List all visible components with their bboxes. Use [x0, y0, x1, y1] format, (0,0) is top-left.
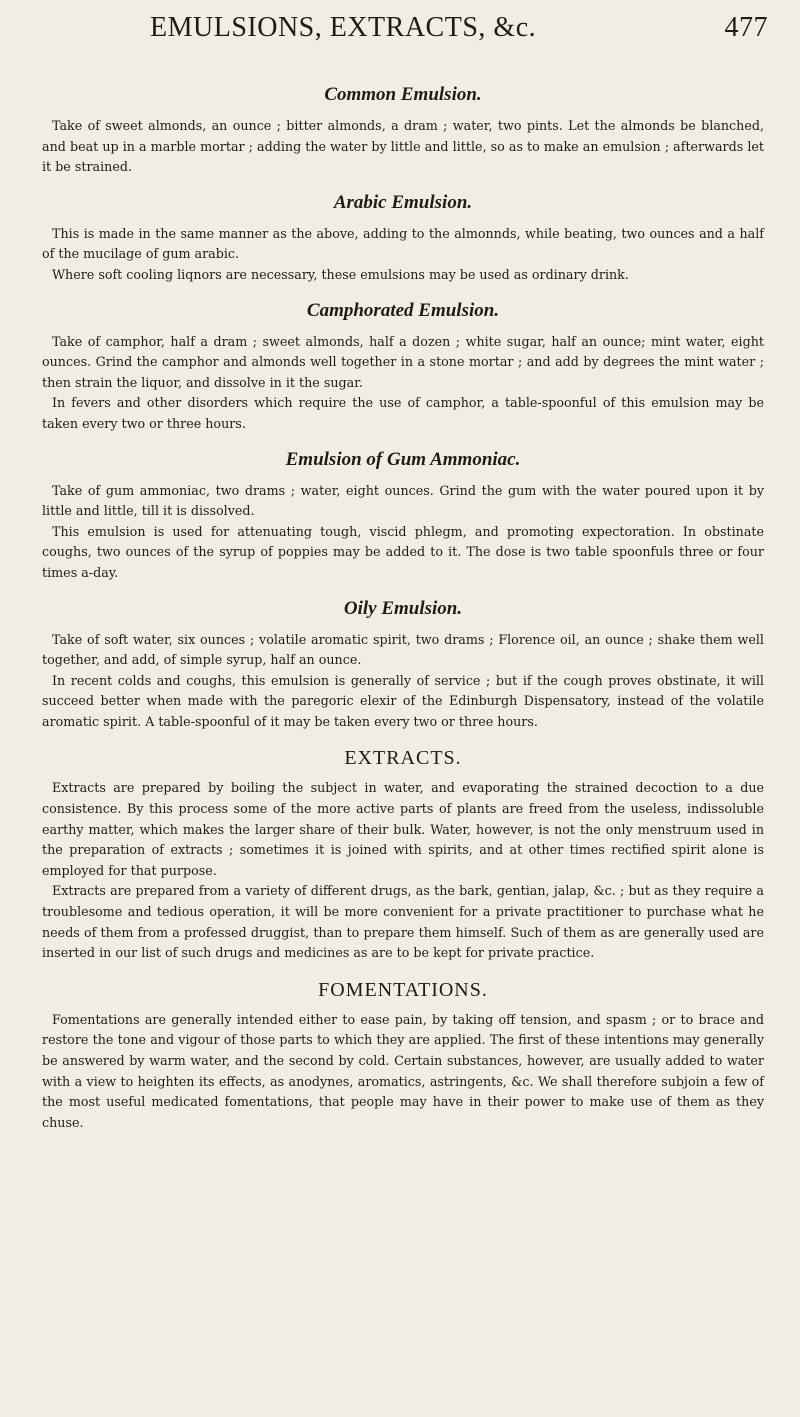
section-extracts [42, 746, 764, 963]
body-text [42, 84, 764, 1139]
paragraph: Take of soft water, six ounces ; volatile aromatic spirit, two drams ; Florence oil, an ounce ; shake them well together, and add, of simple syrup, half an ounce. [42, 631, 764, 668]
section-fomentations [42, 978, 764, 1134]
paragraph: Take of gum ammoniac, two drams ; water, eight ounces. Grind the gum with the water poured upon it by little and little, till it is dissolved. [42, 482, 764, 519]
section-heading: Common Emulsion. [324, 84, 482, 105]
section-heading: Oily Emulsion. [343, 597, 463, 619]
paragraph: Where soft cooling liqnors are necessary, these emulsions may be used as ordinary drink. [52, 266, 629, 282]
paragraph: This is made in the same manner as the above, adding to the almonnds, while beating, two ounces and a half of the mucilage of gum arabic. [42, 225, 764, 262]
running-head-title: EMULSIONS, EXTRACTS, &c. [150, 12, 537, 43]
section-arabic-emulsion [42, 192, 764, 286]
section-common-emulsion [42, 84, 764, 178]
paragraph: In fevers and other disorders which require the use of camphor, a table-spoonful of this emulsion may be taken every two or three hours. [42, 395, 764, 431]
section-oily-emulsion [42, 598, 764, 733]
section-heading: Camphorated Emulsion. [306, 299, 500, 321]
paragraph: Extracts are prepared from a variety of different drugs, as the bark, gentian, jalap, &c. ; but as they require a troublesome and tedious operation, it will be more convenient for a private practitioner to purchase what he needs of them from a professed druggist, than to prepare them himself. Such of them as are generally used are inserted in our list of such drugs and medicines as are to be kept for private practice. [42, 883, 764, 961]
paragraph: Take of sweet almonds, an ounce ; bitter almonds, a dram ; water, two pints. Let the almonds be blanched, and beat up in a marble mortar ; adding the water by little and little, so as to make an emulsion ; afterwards let it be strained. [42, 118, 764, 175]
section-gum-ammoniac-emulsion [42, 449, 764, 584]
section-heading: Arabic Emulsion. [333, 191, 473, 213]
section-heading: EXTRACTS. [344, 747, 462, 770]
section-heading: FOMENTATIONS. [318, 978, 488, 1001]
running-head [42, 4, 768, 54]
paragraph: Fomentations are generally intended either to ease pain, by taking off tension, and spasm ; or to brace and restore the tone and vigour of those parts to which they are applied. The first of these intentions may generally be answered by warm water, and the second by cold. Certain substances, however, are usually added to water with a view to heighten its effects, as anodynes, aromatics, astringents, &c. We shall therefore subjoin a few of the most useful medicated fomentations, that people may have in their power to make use of them as they chuse. [42, 1011, 764, 1130]
paragraph: In recent colds and coughs, this emulsion is generally of service ; but if the cough proves obstinate, it will succeed better when made with the paregoric elexir of the Edinburgh Dispensatory, instead of the volatile aromatic spirit. A table-spoonful of it may be taken every two or three hours. [42, 672, 764, 729]
page-number: 477 [724, 12, 768, 43]
section-camphorated-emulsion [42, 300, 764, 435]
paragraph: Take of camphor, half a dram ; sweet almonds, half a dozen ; white sugar, half an ounce; mint water, eight ounces. Grind the camphor and almonds well together in a stone mortar ; and add by degrees the mint water ; then strain the liquor, and dissolve in it the sugar. [42, 333, 764, 390]
section-heading: Emulsion of Gum Ammoniac. [285, 448, 521, 470]
paragraph: This emulsion is used for attenuating tough, viscid phlegm, and promoting expectoration. In obstinate coughs, two ounces of the syrup of poppies may be added to it. The dose is two table spoonfuls three or four times a-day. [42, 523, 764, 580]
paragraph: Extracts are prepared by boiling the subject in water, and evaporating the strained decoction to a due consistence. By this process some of the more active parts of plants are freed from the useless, indissoluble earthy matter, which makes the larger share of their bulk. Water, however, is not the only menstruum used in the preparation of extracts ; sometimes it is joined with spirits, and at other times rectified spirit alone is employed for that purpose. [42, 780, 764, 878]
